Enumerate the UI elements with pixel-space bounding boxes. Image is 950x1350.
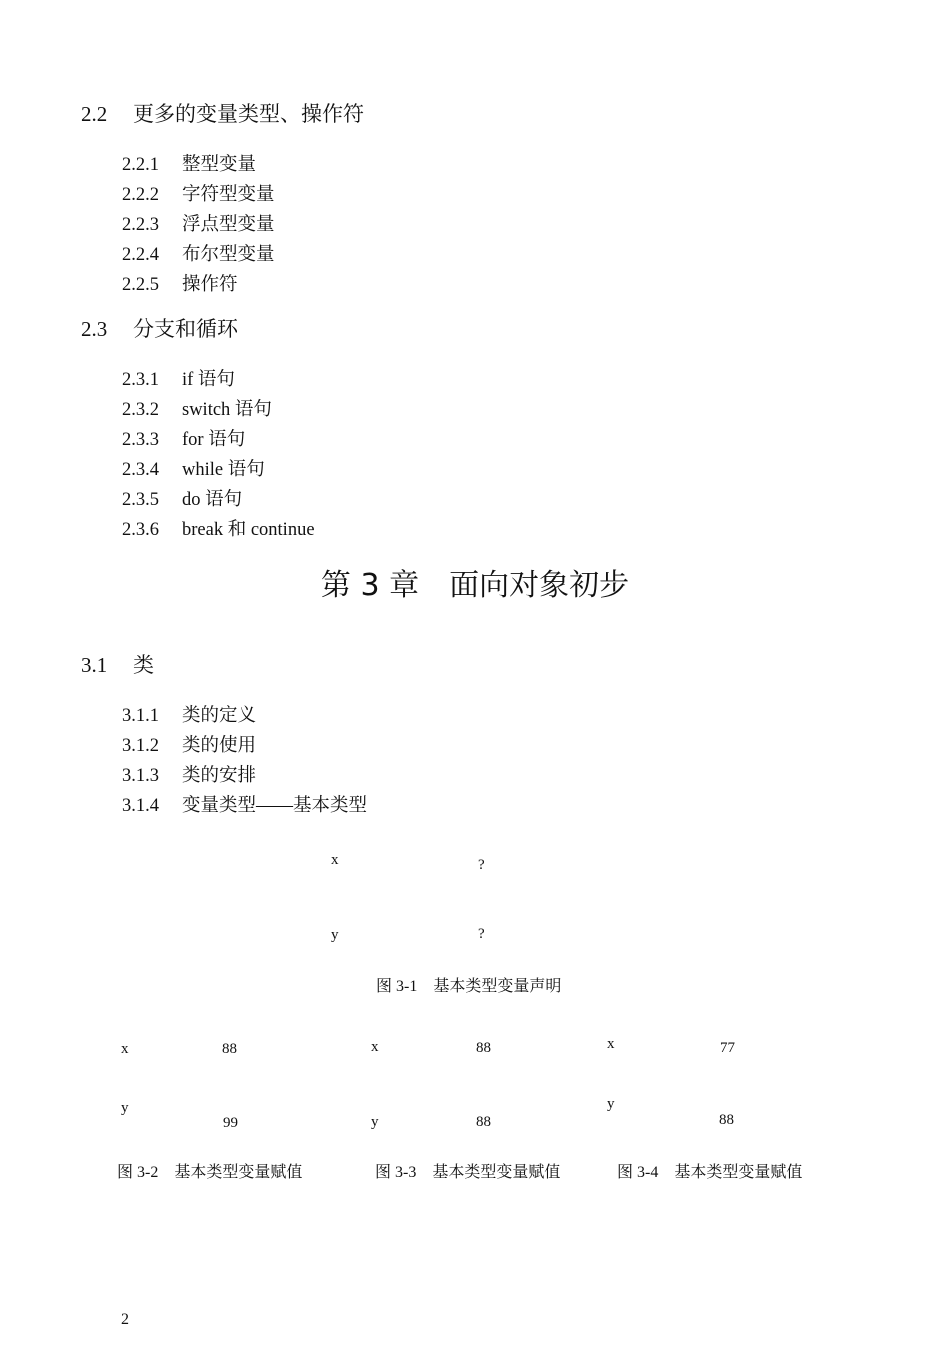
subsection-number: 3.1.1 <box>122 706 159 726</box>
variable-y-label: y <box>331 927 339 943</box>
subsection-2-3-2 <box>122 395 272 421</box>
subsection-3-1-4 <box>122 791 367 817</box>
subsection-number: 2.3.2 <box>122 400 159 420</box>
section-title: 类 <box>133 653 154 677</box>
subsection-title: if 语句 <box>182 370 235 390</box>
subsection-number: 2.2.4 <box>122 245 159 265</box>
subsection-2-2-4 <box>122 240 275 266</box>
section-heading-2-3 <box>81 313 238 343</box>
variable-x-value: 77 <box>720 1040 735 1056</box>
section-number: 2.2 <box>81 102 108 126</box>
subsection-2-2-2 <box>122 180 275 206</box>
subsection-number: 2.2.2 <box>122 185 159 205</box>
subsection-title: 整型变量 <box>182 155 257 175</box>
chapter-title: 第 3 章 面向对象初步 <box>320 568 630 603</box>
variable-x-value: 88 <box>476 1040 491 1056</box>
subsection-number: 2.3.4 <box>122 460 159 480</box>
subsection-2-3-4 <box>122 455 265 481</box>
subsection-title: 变量类型——基本类型 <box>182 796 368 816</box>
subsection-title: do 语句 <box>182 490 243 510</box>
variable-x-label: x <box>607 1036 615 1052</box>
figure-caption: 图 3-3 基本类型变量赋值 <box>375 1164 561 1181</box>
section-heading-2-2 <box>81 98 364 128</box>
subsection-number: 2.3.3 <box>122 430 159 450</box>
subsection-title: for 语句 <box>182 430 246 450</box>
variable-y-label: y <box>121 1100 129 1116</box>
figure-caption: 图 3-4 基本类型变量赋值 <box>617 1164 803 1181</box>
variable-x-label: x <box>331 852 339 868</box>
subsection-number: 3.1.3 <box>122 766 159 786</box>
subsection-3-1-3 <box>122 761 256 787</box>
subsection-title: 类的定义 <box>182 706 257 726</box>
section-number: 3.1 <box>81 653 108 677</box>
section-title: 更多的变量类型、操作符 <box>133 102 364 126</box>
page-number: 2 <box>121 1311 129 1328</box>
subsection-number: 2.2.3 <box>122 215 159 235</box>
subsection-2-2-1 <box>122 150 256 176</box>
variable-x-value: 88 <box>222 1041 237 1057</box>
subsection-2-3-5 <box>122 485 242 511</box>
variable-y-label: y <box>371 1114 379 1130</box>
section-number: 2.3 <box>81 317 108 341</box>
section-title: 分支和循环 <box>133 317 238 341</box>
variable-y-value: 88 <box>476 1114 491 1130</box>
subsection-title: break 和 continue <box>182 520 315 540</box>
variable-y-value: 88 <box>719 1112 734 1128</box>
subsection-number: 3.1.2 <box>122 736 159 756</box>
subsection-number: 2.3.6 <box>122 520 159 540</box>
variable-x-value: ? <box>478 857 485 873</box>
variable-x-label: x <box>121 1041 129 1057</box>
subsection-3-1-2 <box>122 731 256 757</box>
variable-y-value: 99 <box>223 1115 238 1131</box>
subsection-number: 2.3.5 <box>122 490 159 510</box>
subsection-title: switch 语句 <box>182 400 272 420</box>
subsection-title: while 语句 <box>182 460 265 480</box>
subsection-2-3-6 <box>122 515 315 541</box>
variable-y-label: y <box>607 1096 615 1112</box>
figure-caption: 图 3-2 基本类型变量赋值 <box>117 1164 303 1181</box>
subsection-title: 操作符 <box>182 275 238 295</box>
subsection-number: 3.1.4 <box>122 796 159 816</box>
subsection-title: 字符型变量 <box>182 185 275 205</box>
subsection-number: 2.2.5 <box>122 275 159 295</box>
figure-caption: 图 3-1 基本类型变量声明 <box>376 978 562 995</box>
subsection-title: 类的安排 <box>182 766 257 786</box>
subsection-title: 类的使用 <box>182 736 257 756</box>
subsection-3-1-1 <box>122 701 256 727</box>
subsection-number: 2.3.1 <box>122 370 159 390</box>
subsection-number: 2.2.1 <box>122 155 159 175</box>
subsection-title: 浮点型变量 <box>182 215 275 235</box>
subsection-2-2-3 <box>122 210 275 236</box>
variable-x-label: x <box>371 1039 379 1055</box>
subsection-2-3-3 <box>122 425 245 451</box>
subsection-2-2-5 <box>122 270 238 296</box>
subsection-title: 布尔型变量 <box>182 245 275 265</box>
subsection-2-3-1 <box>122 365 235 391</box>
section-heading-3-1 <box>81 649 154 679</box>
variable-y-value: ? <box>478 926 485 942</box>
